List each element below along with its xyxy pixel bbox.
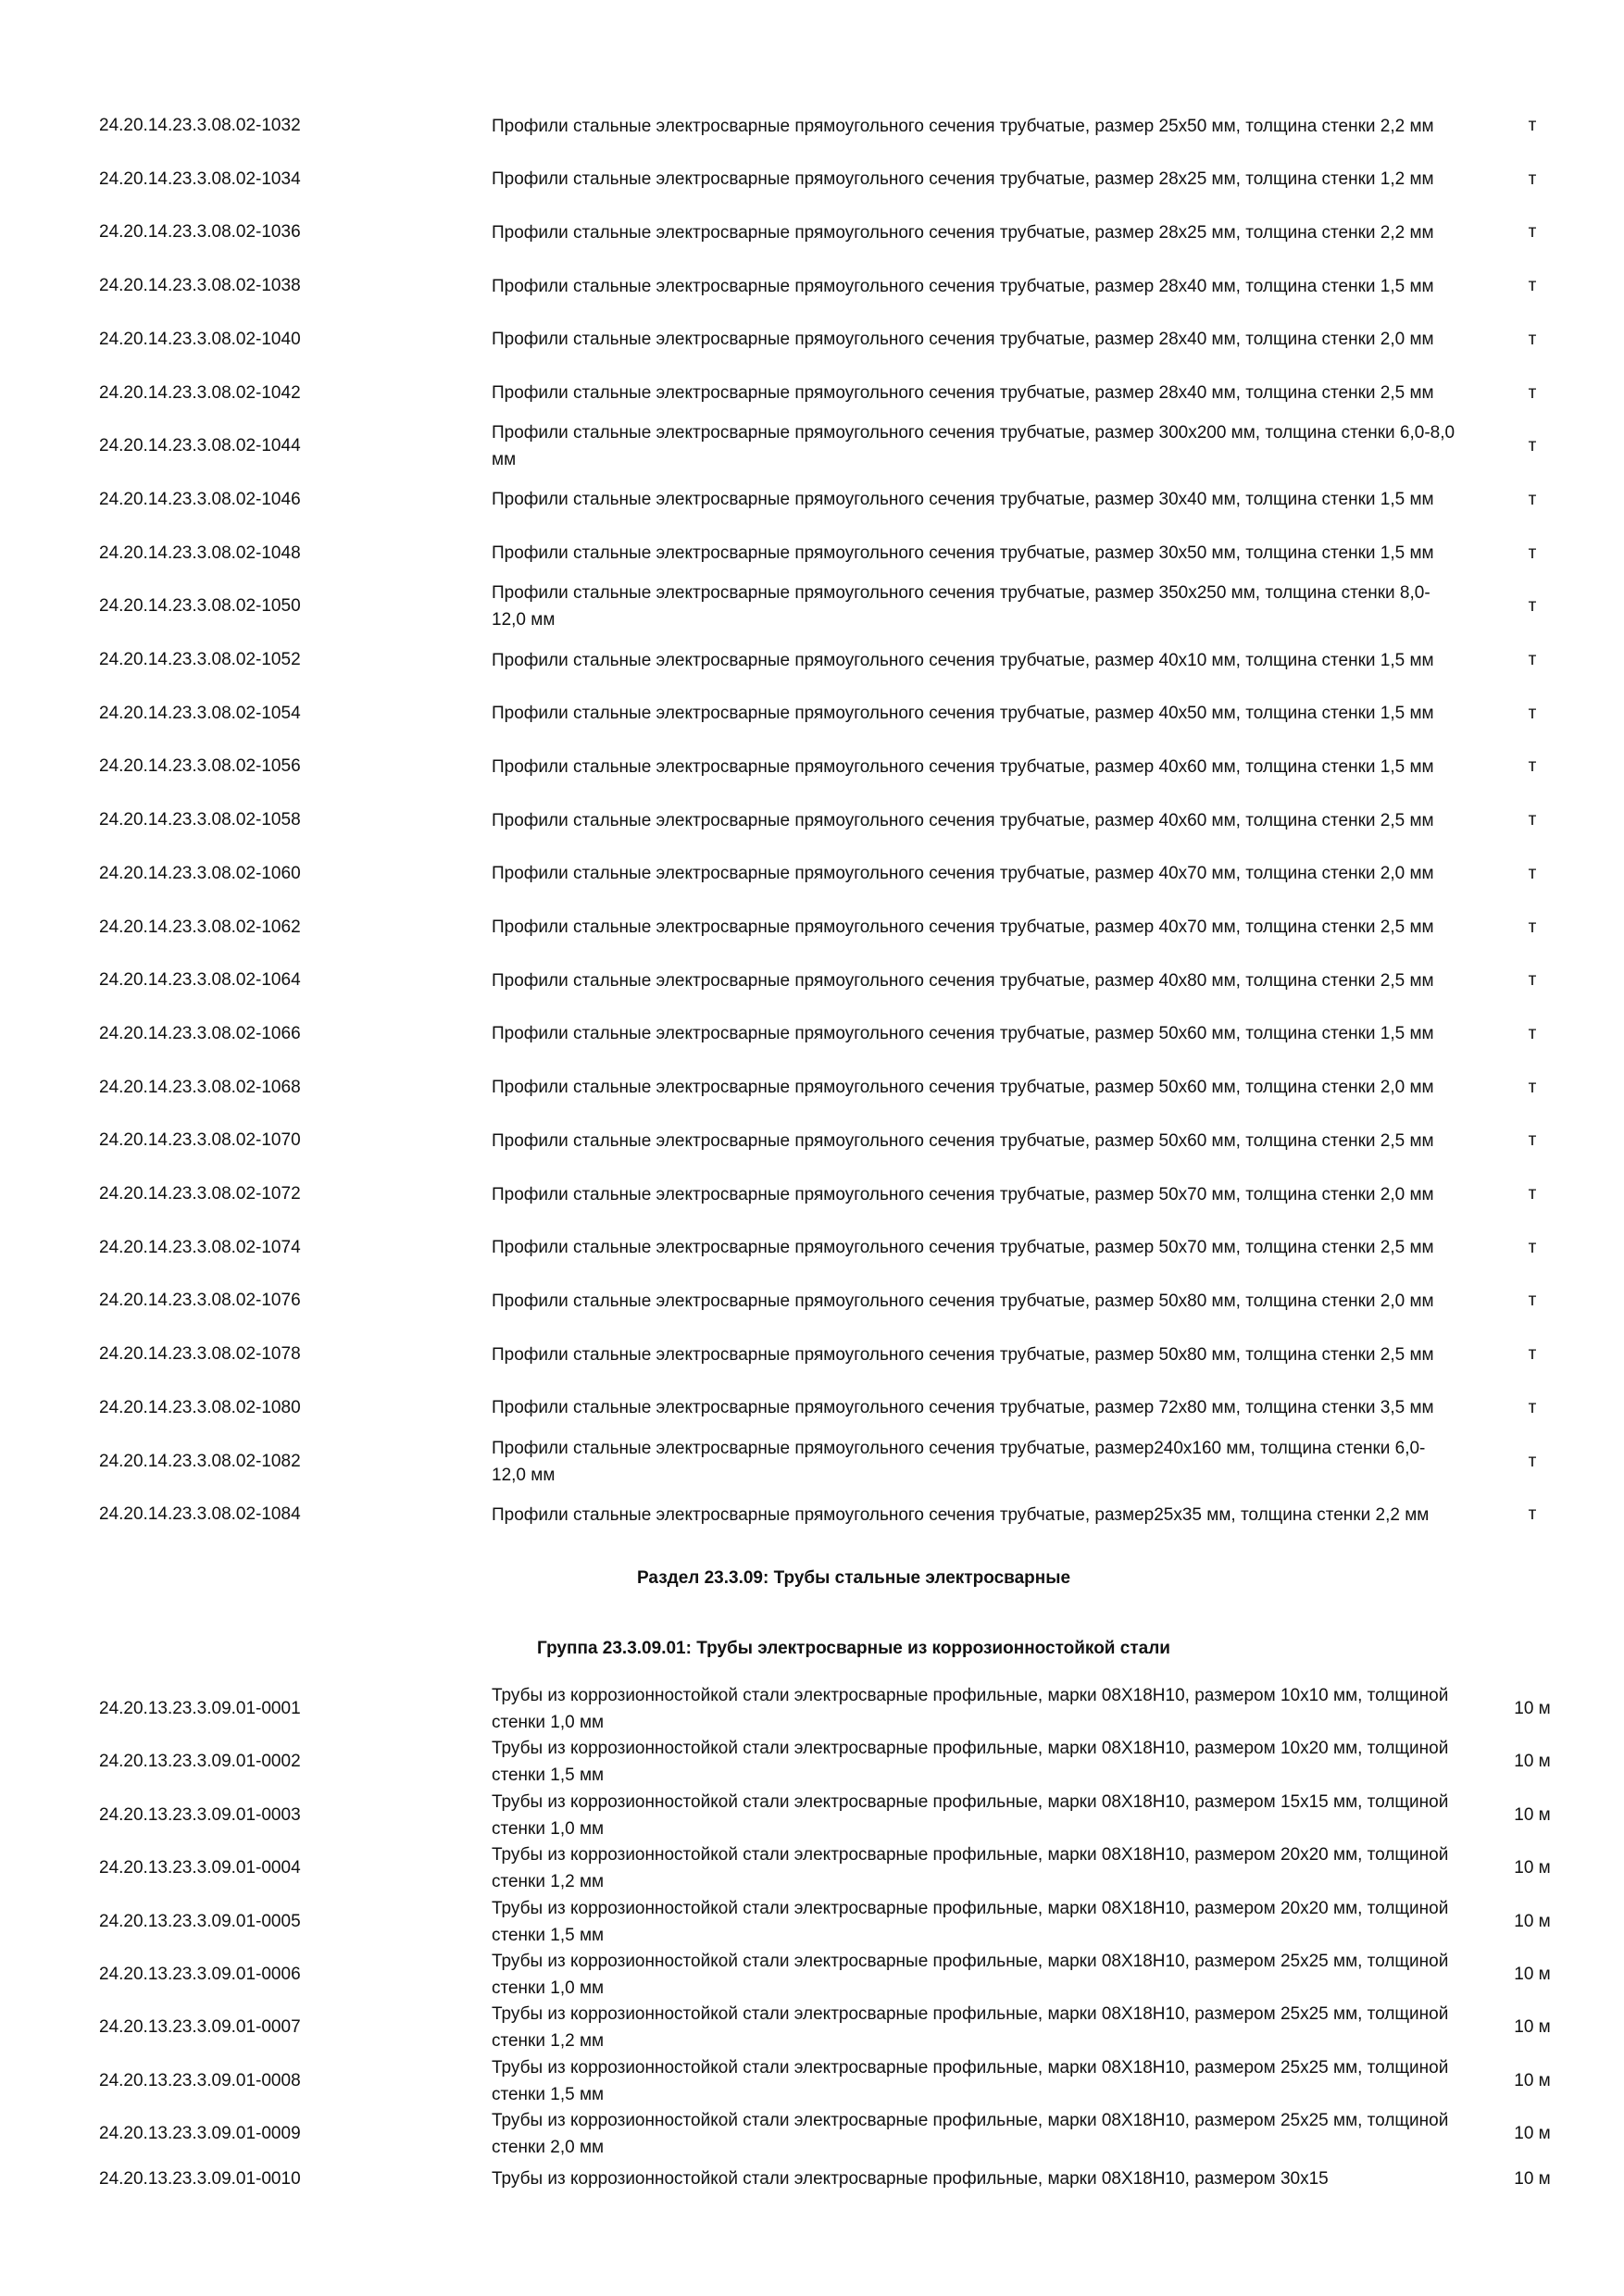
item-unit: т	[1528, 810, 1537, 830]
table-row	[0, 313, 1624, 367]
item-description: Профили стальные электросварные прямоугольного сечения трубчатые, размер 28х40 мм, толщина стенки 1,5 мм	[492, 276, 1434, 296]
item-code: 24.20.14.23.3.08.02-1066	[99, 1023, 301, 1043]
item-unit: т	[1528, 1130, 1537, 1151]
table-row	[0, 580, 1624, 633]
item-description: Профили стальные электросварные прямоугольного сечения трубчатые, размер 28х25 мм, толщина стенки 1,2 мм	[492, 169, 1434, 190]
item-description: Профили стальные электросварные прямоугольного сечения трубчатые, размер 40х60 мм, толщина стенки 1,5 мм	[492, 756, 1434, 777]
item-code: 24.20.14.23.3.08.02-1054	[99, 703, 301, 723]
item-unit: 10 м	[1514, 2017, 1551, 2038]
table-row	[0, 1274, 1624, 1328]
item-code: 24.20.14.23.3.08.02-1068	[99, 1077, 301, 1097]
item-unit: т	[1528, 1023, 1537, 1043]
item-description: Профили стальные электросварные прямоугольного сечения трубчатые, размер 40х70 мм, толщина стенки 2,5 мм	[492, 917, 1434, 937]
table-row	[0, 847, 1624, 901]
item-code: 24.20.14.23.3.08.02-1036	[99, 222, 301, 243]
item-code: 24.20.13.23.3.09.01-0005	[99, 1911, 301, 1931]
item-code: 24.20.13.23.3.09.01-0008	[99, 2070, 301, 2090]
item-description: Профили стальные электросварные прямоугольного сечения трубчатые, размер240х160 мм, толщина стенки 6,0-12,0 мм	[492, 1438, 1426, 1485]
item-unit: т	[1528, 276, 1537, 296]
item-description: Профили стальные электросварные прямоугольного сечения трубчатые, размер 28х25 мм, толщина стенки 2,2 мм	[492, 222, 1434, 243]
item-unit: т	[1528, 489, 1537, 509]
item-code: 24.20.13.23.3.09.01-0009	[99, 2124, 301, 2144]
table-row	[0, 259, 1624, 313]
table-row	[0, 793, 1624, 847]
item-description: Трубы из коррозионностойкой стали электросварные профильные, марки 08Х18Н10, размером 25х25 мм, толщиной стенки 1,0 мм	[492, 1952, 1449, 1998]
item-code: 24.20.14.23.3.08.02-1060	[99, 863, 301, 883]
group-heading: Группа 23.3.09.01: Трубы электросварные из коррозионностойкой стали	[537, 1639, 1170, 1658]
item-unit: т	[1528, 1451, 1537, 1471]
item-unit: 10 м	[1514, 2124, 1551, 2144]
table-row	[0, 2054, 1624, 2108]
item-description: Трубы из коррозионностойкой стали электросварные профильные, марки 08Х18Н10, размером 10х20 мм, толщиной стенки 1,5 мм	[492, 1739, 1449, 1786]
item-description: Трубы из коррозионностойкой стали электросварные профильные, марки 08Х18Н10, размером 20х20 мм, толщиной стенки 1,5 мм	[492, 1898, 1449, 1945]
item-code: 24.20.14.23.3.08.02-1056	[99, 756, 301, 777]
item-code: 24.20.14.23.3.08.02-1032	[99, 116, 301, 135]
item-description: Трубы из коррозионностойкой стали электросварные профильные, марки 08Х18Н10, размером 25х25 мм, толщиной стенки 2,0 мм	[492, 2111, 1449, 2158]
table-row	[0, 153, 1624, 206]
item-code: 24.20.13.23.3.09.01-0001	[99, 1699, 301, 1718]
item-unit: т	[1528, 1344, 1537, 1365]
item-code: 24.20.14.23.3.08.02-1074	[99, 1237, 301, 1257]
item-code: 24.20.14.23.3.08.02-1046	[99, 489, 301, 509]
item-unit: т	[1528, 1077, 1537, 1097]
item-description: Трубы из коррозионностойкой стали электросварные профильные, марки 08Х18Н10, размером 20х20 мм, толщиной стенки 1,2 мм	[492, 1845, 1449, 1892]
item-code: 24.20.13.23.3.09.01-0002	[99, 1752, 301, 1772]
item-unit: т	[1528, 1504, 1537, 1525]
item-description: Профили стальные электросварные прямоугольного сечения трубчатые, размер 40х70 мм, толщина стенки 2,0 мм	[492, 864, 1434, 884]
item-code: 24.20.14.23.3.08.02-1080	[99, 1397, 301, 1417]
item-unit: 10 м	[1514, 1911, 1551, 1931]
item-unit: т	[1528, 116, 1537, 135]
item-description: Профили стальные электросварные прямоугольного сечения трубчатые, размер 50х60 мм, толщина стенки 1,5 мм	[492, 1024, 1434, 1044]
table-row	[0, 901, 1624, 955]
item-description: Профили стальные электросварные прямоугольного сечения трубчатые, размер 50х70 мм, толщина стенки 2,5 мм	[492, 1238, 1434, 1258]
item-unit: 10 м	[1514, 1858, 1551, 1878]
item-code: 24.20.14.23.3.08.02-1070	[99, 1130, 301, 1151]
item-unit: т	[1528, 917, 1537, 937]
item-code: 24.20.14.23.3.08.02-1042	[99, 382, 301, 403]
item-description: Профили стальные электросварные прямоугольного сечения трубчатые, размер 50х70 мм, толщина стенки 2,0 мм	[492, 1184, 1434, 1204]
table-row	[0, 1895, 1624, 1949]
item-unit: 10 м	[1514, 1752, 1551, 1772]
table-row	[0, 1007, 1624, 1061]
item-code: 24.20.14.23.3.08.02-1048	[99, 543, 301, 563]
item-unit: т	[1528, 382, 1537, 403]
item-description: Профили стальные электросварные прямоугольного сечения трубчатые, размер 50х80 мм, толщина стенки 2,5 мм	[492, 1344, 1434, 1365]
table-row	[0, 1682, 1624, 1736]
item-description: Профили стальные электросварные прямоугольного сечения трубчатые, размер 50х80 мм, толщина стенки 2,0 мм	[492, 1291, 1434, 1311]
table-row	[0, 1114, 1624, 1167]
item-unit: т	[1528, 543, 1537, 563]
item-description: Профили стальные электросварные прямоугольного сечения трубчатые, размер 300х200 мм, толщина стенки 6,0-8,0 мм	[492, 423, 1455, 470]
item-unit: т	[1528, 1397, 1537, 1417]
item-code: 24.20.14.23.3.08.02-1078	[99, 1344, 301, 1365]
table-row	[0, 1948, 1624, 2002]
item-description: Профили стальные электросварные прямоугольного сечения трубчатые, размер 72х80 мм, толщина стенки 3,5 мм	[492, 1398, 1434, 1418]
item-code: 24.20.14.23.3.08.02-1062	[99, 917, 301, 937]
item-description: Профили стальные электросварные прямоугольного сечения трубчатые, размер 50х60 мм, толщина стенки 2,5 мм	[492, 1130, 1434, 1151]
table-row	[0, 367, 1624, 420]
item-code: 24.20.13.23.3.09.01-0007	[99, 2017, 301, 2038]
item-unit: т	[1528, 436, 1537, 456]
item-unit: т	[1528, 863, 1537, 883]
table-row	[0, 1841, 1624, 1895]
table-row	[0, 527, 1624, 580]
item-code: 24.20.13.23.3.09.01-0004	[99, 1858, 301, 1878]
item-description: Профили стальные электросварные прямоугольного сечения трубчатые, размер25х35 мм, толщина стенки 2,2 мм	[492, 1504, 1430, 1525]
table-row	[0, 687, 1624, 741]
item-description: Трубы из коррозионностойкой стали электросварные профильные, марки 08Х18Н10, размером 25х25 мм, толщиной стенки 1,5 мм	[492, 2057, 1449, 2104]
item-description: Профили стальные электросварные прямоугольного сечения трубчатые, размер 28х40 мм, толщина стенки 2,0 мм	[492, 330, 1434, 350]
table-row	[0, 2107, 1624, 2161]
table-row	[0, 740, 1624, 793]
item-code: 24.20.13.23.3.09.01-0010	[99, 2168, 301, 2189]
item-description: Трубы из коррозионностойкой стали электросварные профильные, марки 08Х18Н10, размером 25х25 мм, толщиной стенки 1,2 мм	[492, 2004, 1449, 2052]
item-description: Профили стальные электросварные прямоугольного сечения трубчатые, размер 30х40 мм, толщина стенки 1,5 мм	[492, 490, 1434, 510]
item-description: Профили стальные электросварные прямоугольного сечения трубчатые, размер 40х10 мм, толщина стенки 1,5 мм	[492, 650, 1434, 670]
item-unit: 10 м	[1514, 1699, 1551, 1718]
table-row	[0, 1167, 1624, 1221]
item-code: 24.20.14.23.3.08.02-1076	[99, 1291, 301, 1311]
item-unit: 10 м	[1514, 2070, 1551, 2090]
item-unit: 10 м	[1514, 2168, 1551, 2189]
item-code: 24.20.14.23.3.08.02-1084	[99, 1504, 301, 1525]
table-row	[0, 206, 1624, 259]
item-code: 24.20.14.23.3.08.02-1058	[99, 810, 301, 830]
item-code: 24.20.14.23.3.08.02-1052	[99, 650, 301, 669]
item-unit: т	[1528, 1237, 1537, 1257]
item-unit: 10 м	[1514, 1804, 1551, 1825]
item-unit: т	[1528, 650, 1537, 669]
item-unit: т	[1528, 1291, 1537, 1311]
item-description: Профили стальные электросварные прямоугольного сечения трубчатые, размер 30х50 мм, толщина стенки 1,5 мм	[492, 543, 1434, 564]
item-unit: т	[1528, 329, 1537, 349]
table-row	[0, 954, 1624, 1007]
item-description: Профили стальные электросварные прямоугольного сечения трубчатые, размер 25х50 мм, толщина стенки 2,2 мм	[492, 116, 1434, 136]
item-code: 24.20.14.23.3.08.02-1072	[99, 1184, 301, 1204]
table-row	[0, 1435, 1624, 1489]
item-code: 24.20.14.23.3.08.02-1082	[99, 1451, 301, 1471]
item-code: 24.20.14.23.3.08.02-1040	[99, 329, 301, 349]
table-row	[0, 1735, 1624, 1789]
item-description: Профили стальные электросварные прямоугольного сечения трубчатые, размер 50х60 мм, толщина стенки 2,0 мм	[492, 1078, 1434, 1098]
item-unit: т	[1528, 168, 1537, 189]
item-unit: т	[1528, 222, 1537, 243]
item-unit: т	[1528, 970, 1537, 991]
item-description: Трубы из коррозионностойкой стали электросварные профильные, марки 08Х18Н10, размером 10х10 мм, толщиной стенки 1,0 мм	[492, 1686, 1449, 1732]
item-code: 24.20.14.23.3.08.02-1044	[99, 436, 301, 456]
item-code: 24.20.14.23.3.08.02-1034	[99, 168, 301, 189]
table-row	[0, 633, 1624, 687]
table-row	[0, 1061, 1624, 1115]
item-description: Профили стальные электросварные прямоугольного сечения трубчатые, размер 40х50 мм, толщина стенки 1,5 мм	[492, 704, 1434, 724]
table-row	[0, 1221, 1624, 1275]
item-unit: 10 м	[1514, 1965, 1551, 1984]
item-unit: т	[1528, 596, 1537, 617]
table-row	[0, 2161, 1624, 2198]
item-description: Профили стальные электросварные прямоугольного сечения трубчатые, размер 28х40 мм, толщина стенки 2,5 мм	[492, 383, 1434, 403]
table-row	[0, 1488, 1624, 1541]
item-description: Трубы из коррозионностойкой стали электросварные профильные, марки 08Х18Н10, размером 30х15	[492, 2169, 1329, 2190]
item-description: Трубы из коррозионностойкой стали электросварные профильные, марки 08Х18Н10, размером 15х15 мм, толщиной стенки 1,0 мм	[492, 1791, 1449, 1839]
table-row	[0, 99, 1624, 153]
item-unit: т	[1528, 703, 1537, 723]
table-row	[0, 1328, 1624, 1381]
table-row	[0, 473, 1624, 527]
table-row	[0, 1789, 1624, 1842]
item-code: 24.20.14.23.3.08.02-1038	[99, 276, 301, 296]
item-code: 24.20.14.23.3.08.02-1064	[99, 970, 301, 991]
table-row	[0, 1381, 1624, 1435]
item-code: 24.20.13.23.3.09.01-0006	[99, 1965, 301, 1984]
item-description: Профили стальные электросварные прямоугольного сечения трубчатые, размер 350х250 мм, толщина стенки 8,0-12,0 мм	[492, 583, 1430, 630]
item-code: 24.20.14.23.3.08.02-1050	[99, 596, 301, 617]
item-unit: т	[1528, 756, 1537, 777]
item-description: Профили стальные электросварные прямоугольного сечения трубчатые, размер 40х80 мм, толщина стенки 2,5 мм	[492, 970, 1434, 991]
item-code: 24.20.13.23.3.09.01-0003	[99, 1804, 301, 1825]
section-heading: Раздел 23.3.09: Трубы стальные электросварные	[636, 1568, 1071, 1588]
table-row	[0, 2001, 1624, 2054]
table-row	[0, 419, 1624, 473]
item-unit: т	[1528, 1184, 1537, 1204]
item-description: Профили стальные электросварные прямоугольного сечения трубчатые, размер 40х60 мм, толщина стенки 2,5 мм	[492, 810, 1434, 830]
